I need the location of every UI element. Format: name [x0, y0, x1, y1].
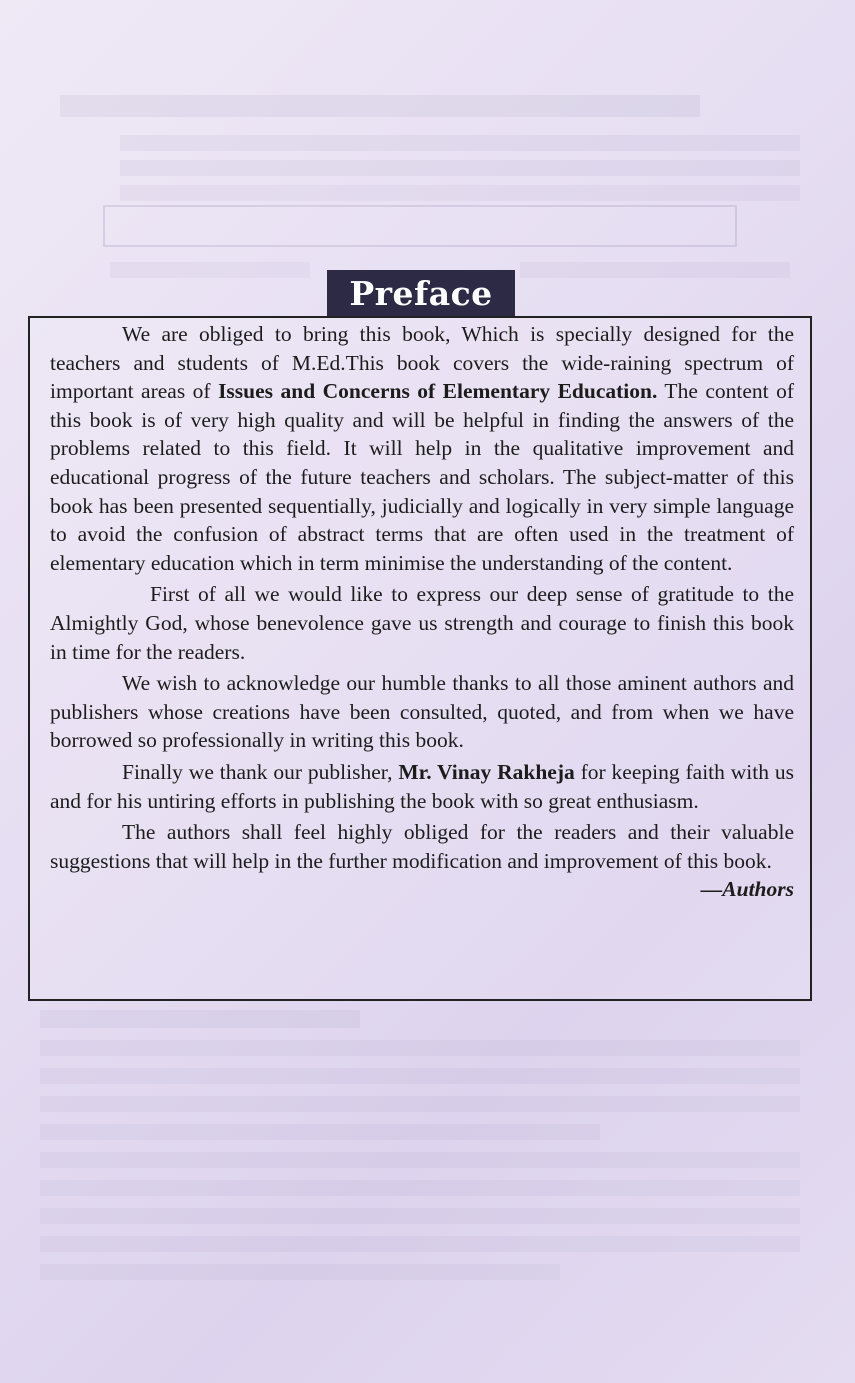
paragraph-intro-text-a: We are obliged to bring this book, Which is specially designed for the teachers and students of M.Ed.This book covers the wide-raining spectrum of important areas of — [50, 322, 794, 404]
paragraph-intro — [50, 320, 794, 577]
paragraph-publisher-text-a: Finally we thank our publisher, — [122, 759, 399, 784]
book-subject-bold: Issues and Concerns of Elementary Education. — [218, 379, 658, 404]
preface-box — [28, 316, 812, 1001]
authors-signature: —Authors — [700, 877, 794, 902]
paragraph-suggestions: The authors shall feel highly obliged for the readers and their valuable suggestions that will help in the further modification and improvement of this book. — [50, 820, 794, 873]
page-title: Preface — [349, 273, 493, 313]
paragraph-intro-text-b: The content of this book is of very high quality and will be helpful in finding the answers of the problems related to this field. It will help in the qualitative improvement and educational progress of the future teachers and scholars. The subject-matter of this book has been presented sequentially, judicially and logically in very simple language to avoid the confusion of abstract terms that are often used in the treatment of elementary education which in term minimise the understanding of the content. — [50, 379, 794, 575]
publisher-name-bold: Mr. Vinay Rakheja — [398, 759, 575, 784]
paragraph-publisher — [50, 758, 794, 815]
paragraph-acknowledgement: We wish to acknowledge our humble thanks to all those aminent authors and publishers whose creations have been consulted, quoted, and from when we have borrowed so professionally in writing this book. — [50, 671, 794, 753]
title-banner — [327, 270, 515, 316]
bleed-through-box — [103, 205, 737, 247]
paragraph-gratitude: First of all we would like to express our deep sense of gratitude to the Almightly God, whose benevolence gave us strength and courage to finish this book in time for the readers. — [50, 582, 794, 664]
paragraph-publisher-text-b: for keeping faith with us and for his untiring efforts in publishing the book with so great enthusiasm. — [50, 759, 794, 813]
